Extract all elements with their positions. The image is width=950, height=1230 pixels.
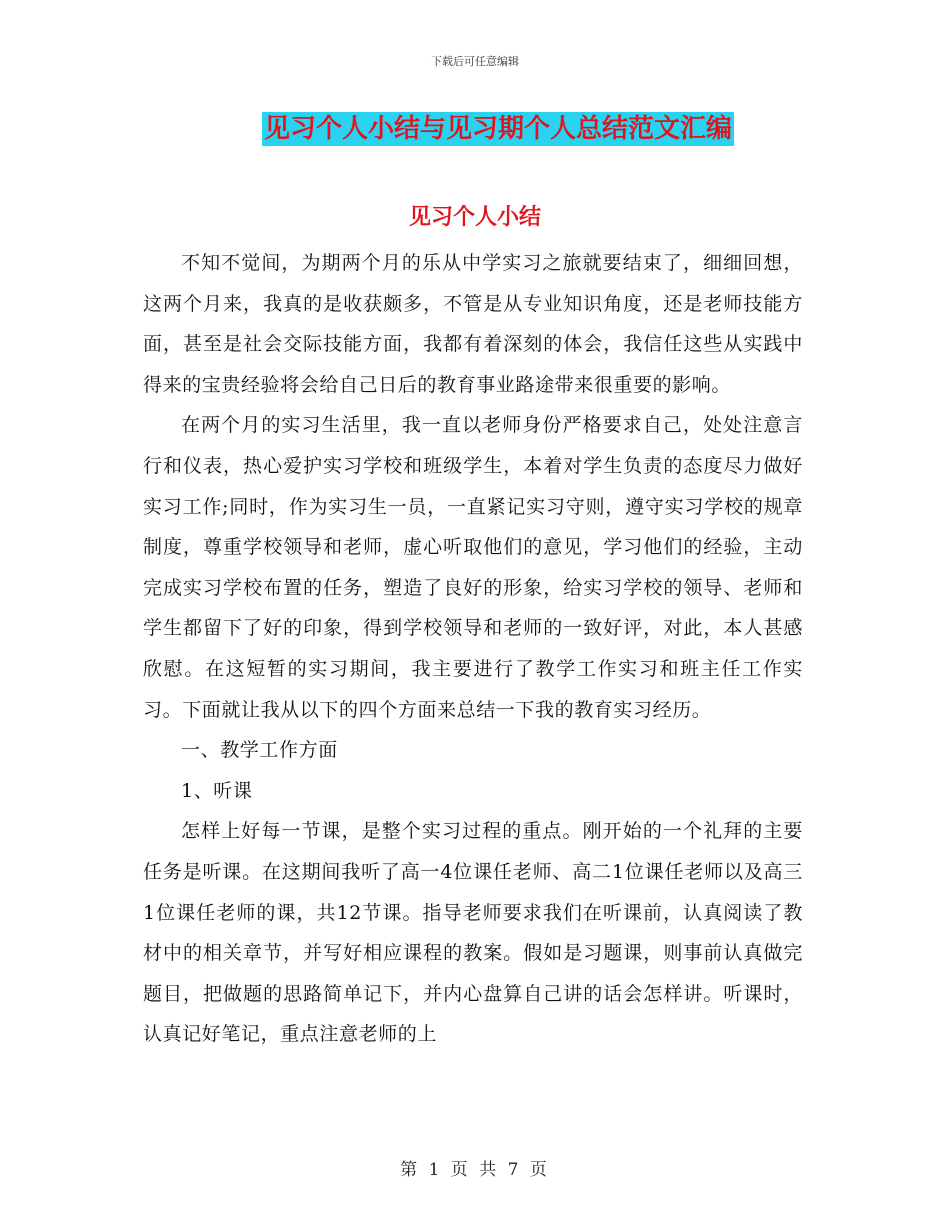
document-title-container [0,112,950,146]
header-note: 下载后可任意编辑 [431,55,519,68]
page-footer: 第 1 页 共 7 页 [400,1160,550,1180]
document-title: 见习个人小结与见习期个人总结范文汇编 [263,114,732,144]
paragraph: 在两个月的实习生活里，我一直以老师身份严格要求自己，处处注意言行和仪表，热心爱护实习学校和班级学生，本着对学生负责的态度尽力做好实习工作;同时，作为实习生一员，一直紧记实习守则，遵守实习学校的规章制度，尊重学校领导和老师，虚心听取他们的意见，学习他们的经验，主动完成实习学校布置的任务，塑造了良好的形象，给实习学校的领导、老师和学生都留下了好的印象，得到学校领导和老师的一致好评，对此，本人甚感欣慰。在这短暂的实习期间，我主要进行了教学工作实习和班主任工作实习。下面就让我从以下的四个方面来总结一下我的教育实习经历。 [143,414,803,721]
section-title: 见习个人小结 [408,204,541,230]
paragraph: 怎样上好每一节课，是整个实习过程的重点。刚开始的一个礼拜的主要任务是听课。在这期间我听了高一4位课任老师、高二1位课任老师以及高三1位课任老师的课，共12节课。指导老师要求我们在听课前，认真阅读了教材中的相关章节，并写好相应课程的教案。假如是习题课，则事前认真做完题目，把做题的思路简单记下，并内心盘算自己讲的话会怎样讲。听课时，认真记好笔记，重点注意老师的上 [143,820,803,1046]
body-text [143,243,803,1055]
section-heading: 一、教学工作方面 [181,739,338,762]
paragraph: 不知不觉间，为期两个月的乐从中学实习之旅就要结束了，细细回想，这两个月来，我真的是收获颇多，不管是从专业知识角度，还是老师技能方面，甚至是社会交际技能方面，我都有着深刻的体会，我信任这些从实践中得来的宝贵经验将会给自己日后的教育事业路途带来很重要的影响。 [143,252,803,396]
subsection-heading: 1、听课 [181,779,253,802]
